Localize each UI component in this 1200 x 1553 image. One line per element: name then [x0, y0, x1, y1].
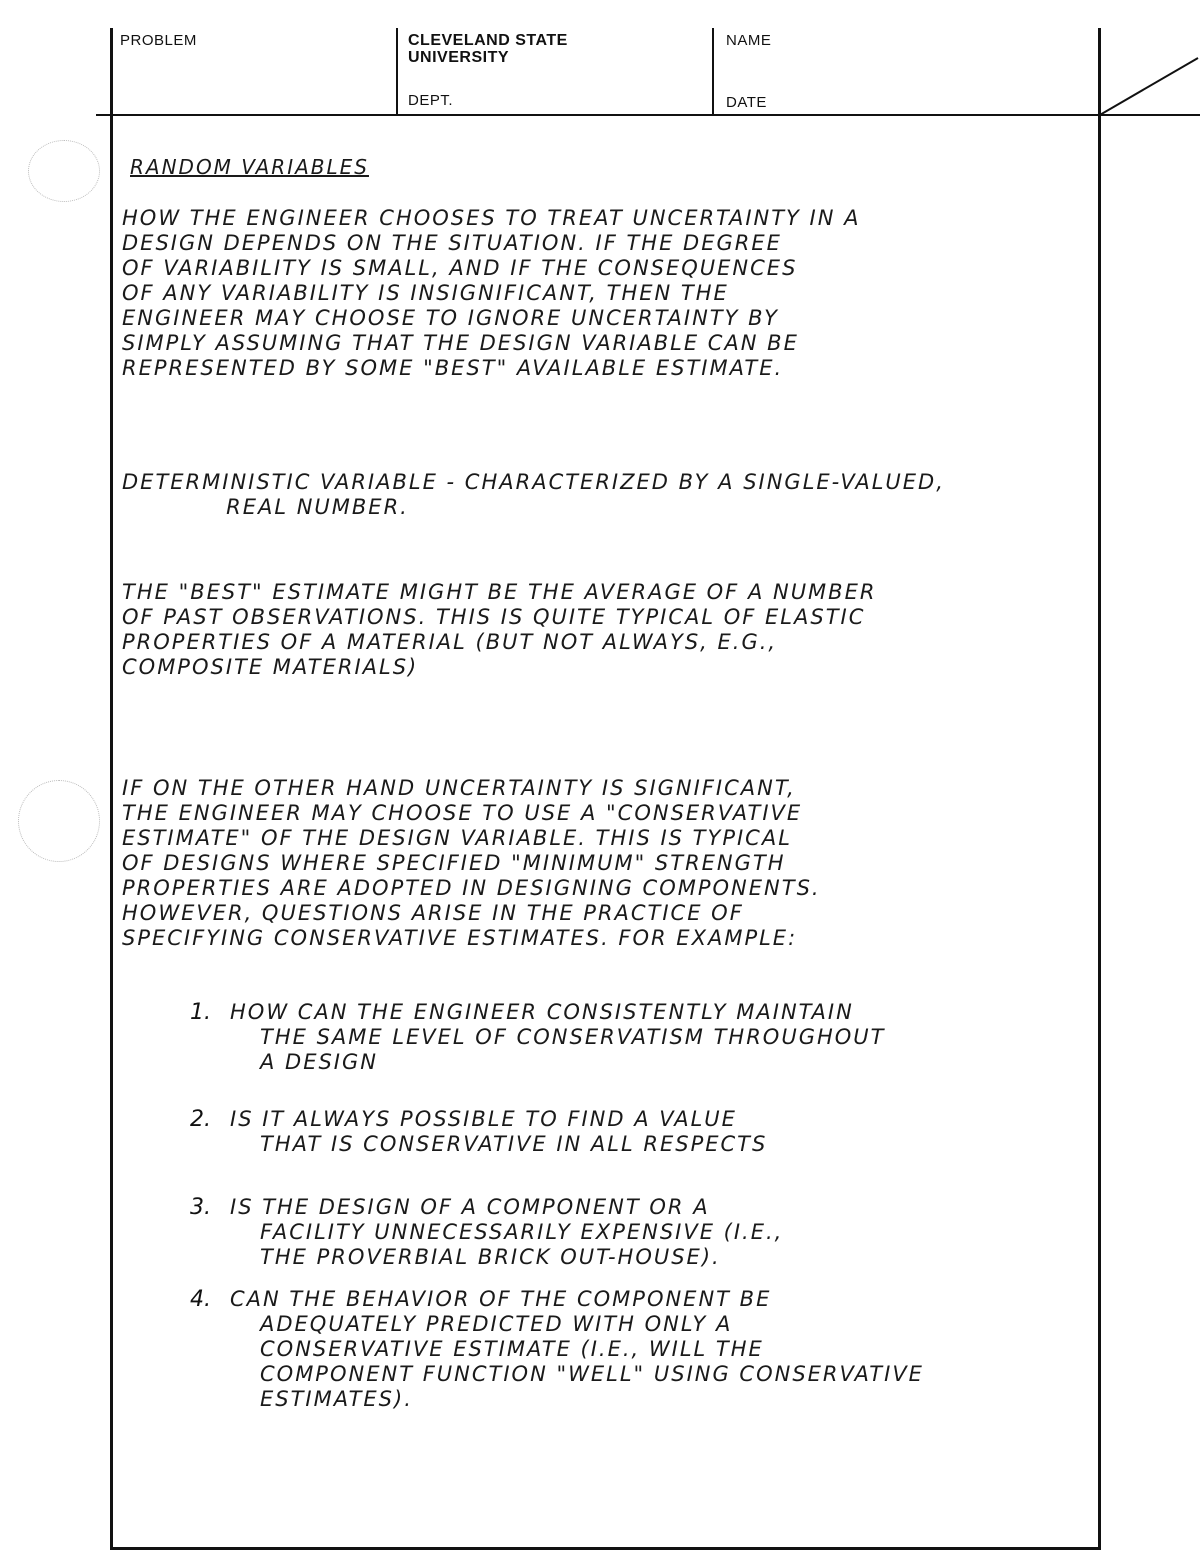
paragraph-deterministic-variable — [122, 470, 945, 520]
list-item-number: 4. — [190, 1287, 211, 1312]
text-line: HOWEVER, QUESTIONS ARISE IN THE PRACTICE OF — [122, 901, 744, 925]
list-item-number: 2. — [190, 1107, 211, 1132]
hole-punch-mark-top — [28, 140, 100, 202]
header-divider-2 — [712, 28, 714, 114]
text-line: OF ANY VARIABILITY IS INSIGNIFICANT, THEN THE — [122, 281, 729, 305]
text-line: THE ENGINEER MAY CHOOSE TO USE A "CONSERVATIVE — [122, 801, 803, 825]
dept-label: DEPT. — [408, 92, 454, 109]
university-name-line2: UNIVERSITY — [408, 49, 510, 66]
text-line: HOW THE ENGINEER CHOOSES TO TREAT UNCERTAINTY IN A — [122, 206, 861, 230]
list-item-text — [230, 1287, 924, 1412]
text-line: THE PROVERBIAL BRICK OUT-HOUSE). — [260, 1245, 721, 1269]
list-item-number: 1. — [190, 1000, 211, 1025]
text-line: REPRESENTED BY SOME "BEST" AVAILABLE ESTIMATE. — [122, 356, 784, 380]
page-title: RANDOM VARIABLES — [130, 155, 369, 179]
paragraph-best-estimate — [122, 580, 876, 680]
text-line: CAN THE BEHAVIOR OF THE COMPONENT BE — [230, 1287, 772, 1311]
text-line: DESIGN DEPENDS ON THE SITUATION. IF THE DEGREE — [122, 231, 782, 255]
text-line: THAT IS CONSERVATIVE IN ALL RESPECTS — [260, 1132, 768, 1156]
right-margin-rule — [1098, 28, 1101, 1550]
text-line: IF ON THE OTHER HAND UNCERTAINTY IS SIGNIFICANT, — [122, 776, 796, 800]
list-item-text — [230, 1195, 783, 1270]
text-line: OF PAST OBSERVATIONS. THIS IS QUITE TYPICAL OF ELASTIC — [122, 605, 866, 629]
text-line: THE "BEST" ESTIMATE MIGHT BE THE AVERAGE OF A NUMBER — [122, 580, 877, 604]
text-line: THE SAME LEVEL OF CONSERVATISM THROUGHOUT — [260, 1025, 886, 1049]
text-line: PROPERTIES OF A MATERIAL (BUT NOT ALWAYS, E.G., — [122, 630, 778, 654]
text-line: IS IT ALWAYS POSSIBLE TO FIND A VALUE — [230, 1107, 737, 1131]
text-line: ENGINEER MAY CHOOSE TO IGNORE UNCERTAINTY BY — [122, 306, 779, 330]
header-bottom-rule — [96, 114, 1200, 116]
text-line: REAL NUMBER. — [122, 495, 409, 519]
text-line: HOW CAN THE ENGINEER CONSISTENTLY MAINTAIN — [230, 1000, 854, 1024]
text-line: OF DESIGNS WHERE SPECIFIED "MINIMUM" STRENGTH — [122, 851, 786, 875]
text-line: CONSERVATIVE ESTIMATE (I.E., WILL THE — [260, 1337, 764, 1361]
text-line: PROPERTIES ARE ADOPTED IN DESIGNING COMPONENTS. — [122, 876, 821, 900]
page-bottom-rule — [110, 1547, 1100, 1550]
paragraph-conservative-estimate — [122, 776, 821, 951]
text-line: COMPONENT FUNCTION "WELL" USING CONSERVATIVE — [260, 1362, 924, 1386]
text-line: OF VARIABILITY IS SMALL, AND IF THE CONSEQUENCES — [122, 256, 798, 280]
text-line: COMPOSITE MATERIALS) — [122, 655, 419, 679]
list-item-number: 3. — [190, 1195, 211, 1220]
text-line: FACILITY UNNECESSARILY EXPENSIVE (I.E., — [260, 1220, 784, 1244]
left-margin-rule — [110, 28, 113, 1548]
text-line: A DESIGN — [260, 1050, 378, 1074]
header-divider-1 — [396, 28, 398, 114]
university-name-line1: CLEVELAND STATE — [408, 32, 568, 49]
text-line: ADEQUATELY PREDICTED WITH ONLY A — [260, 1312, 733, 1336]
paragraph-uncertainty-treatment — [122, 206, 861, 381]
list-item-text — [230, 1000, 886, 1075]
name-label: NAME — [726, 32, 772, 49]
hole-punch-mark-middle — [18, 780, 100, 862]
text-line: IS THE DESIGN OF A COMPONENT OR A — [230, 1195, 710, 1219]
text-line: DETERMINISTIC VARIABLE - CHARACTERIZED BY A SINGLE-VALUED, — [122, 470, 945, 494]
corner-diagonal-mark — [1098, 56, 1200, 118]
text-line: ESTIMATES). — [260, 1387, 413, 1411]
problem-label: PROBLEM — [120, 32, 197, 49]
date-label: DATE — [726, 94, 767, 111]
text-line: SIMPLY ASSUMING THAT THE DESIGN VARIABLE CAN BE — [122, 331, 799, 355]
text-line: ESTIMATE" OF THE DESIGN VARIABLE. THIS IS TYPICAL — [122, 826, 792, 850]
text-line: SPECIFYING CONSERVATIVE ESTIMATES. FOR EXAMPLE: — [122, 926, 798, 950]
list-item-text — [230, 1107, 767, 1157]
